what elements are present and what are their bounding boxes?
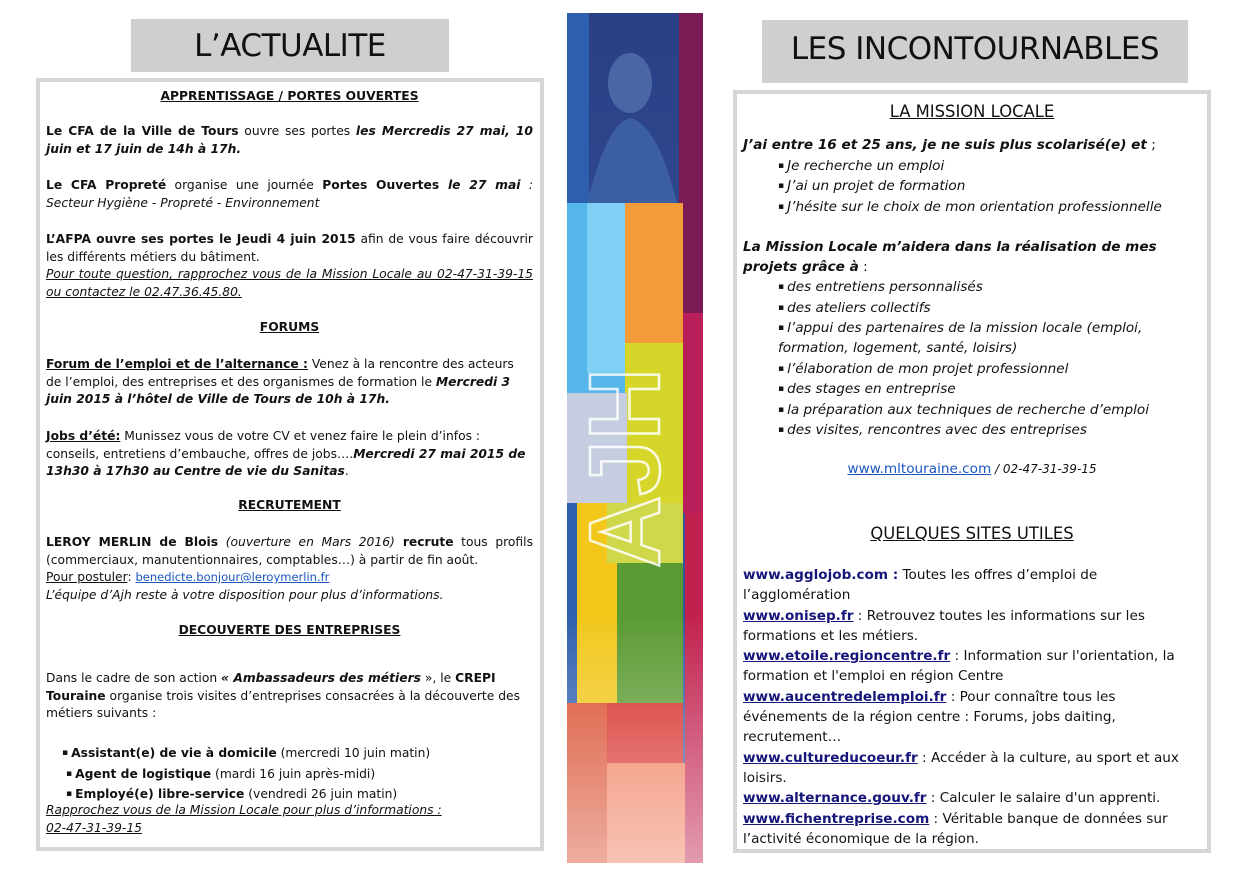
alternance-link[interactable]: www.alternance.gouv.fr [743,790,927,807]
jobs-ete-date: Mercredi 27 mai 2015 de 13h30 à 17h30 au Centre de vie du Sanitas [46,446,526,479]
list-item [778,359,1068,379]
text: : Pour connaître tous les événements de la région centre : Forums, jobs daiting, recrutement… [743,688,1116,746]
mission-contact [740,461,1204,479]
bullet-icon: ▪ [778,181,785,191]
text: : [858,259,868,276]
section-title-decouverte: DECOUVERTE DES ENTREPRISES [178,623,401,637]
section-title-apprentissage: APPRENTISSAGE / PORTES OUVERTES [160,89,419,103]
forum-emploi-paragraph [46,356,533,409]
list-item [778,400,1149,420]
visit-date: (mercredi 10 juin matin) [276,746,431,760]
list-item [743,809,1201,850]
text: Munissez vous de votre CV et venez faire le plein d’infos : conseils, entretiens d’embauche, offres de jobs…. [46,429,481,461]
right-header: LES INCONTOURNABLES [762,20,1188,83]
visit-date: (vendredi 26 juin matin) [244,787,398,801]
list-item-text: des ateliers collectifs [787,300,931,316]
bullet-icon: ▪ [62,748,69,758]
section-title-sites-utiles: QUELQUES SITES UTILES [870,524,1074,543]
cfa-tours-name: Le CFA de la Ville de Tours [46,124,239,138]
jobs-ete-paragraph [46,428,533,481]
text: Toutes les offres d’emploi de l’agglomération [743,567,1098,604]
leroy-merlin-opening: (ouverture en Mars 2016) [218,535,395,549]
cfa-proprete-name: Le CFA Propreté [46,178,167,192]
crepi-touraine: CREPI Touraine [46,671,496,703]
list-item [778,318,1200,359]
bullet-icon: ▪ [778,303,785,313]
text: organise une journée [166,178,323,192]
bullet-icon: ▪ [778,425,785,435]
ajh-logo-text: AJH [569,367,681,568]
leroy-merlin-paragraph [46,534,533,604]
equipe-ajh-note: L’équipe d’Ajh reste à votre disposition pour plus d’informations. [46,587,444,602]
mission-help [743,237,1183,278]
pour-postuler: Pour postuler [46,570,128,585]
list-item-text: J’ai un projet de formation [787,178,966,194]
mltouraine-link[interactable]: www.mltouraine.com [847,461,992,477]
aucentredelemploi-link[interactable]: www.aucentredelemploi.fr [743,688,947,705]
sites-list [743,565,1201,849]
visit-date: (mardi 16 juin après-midi) [211,766,376,781]
list-item [778,176,965,196]
bullet-icon: ▪ [778,202,785,212]
bullet-icon: ▪ [778,364,785,374]
visit-name: Agent de logistique [75,766,212,781]
list-item-text: l’élaboration de mon projet professionnel [787,361,1069,377]
text: : [127,570,136,585]
text: tous profils (commerciaux, manutentionnaires, comptables…) à partir de fin août. [46,535,534,567]
visits-list [62,743,430,805]
forum-emploi-title: Forum de l’emploi et de l’alternance : [46,357,308,371]
text: Venez à la rencontre des acteurs de l’emploi, des entreprises et des organismes de formation le [46,357,514,389]
text: : Information sur l'orientation, la formation et l'emploi en région Centre [743,648,1175,685]
bullet-icon: ▪ [778,384,785,394]
list-item-text: la préparation aux techniques de recherche d’emploi [787,402,1149,418]
bullet-icon: ▪ [778,323,785,333]
section-title-mission-locale: LA MISSION LOCALE [889,102,1055,121]
text: », le [420,671,456,685]
list-item [743,748,1201,789]
visit-name: Employé(e) libre-service [75,787,245,801]
visit-name: Assistant(e) de vie à domicile [71,746,277,760]
list-item [743,646,1201,687]
agglojob-link[interactable]: www.agglojob.com : [743,567,899,583]
text: ; [1146,137,1156,153]
mission-intro-text: J’ai entre 16 et 25 ans, je ne suis plus scolarisé(e) et [743,137,1147,153]
list-item [66,764,430,785]
list-item-text: J’hésite sur le choix de mon orientation professionnelle [787,199,1162,215]
bullet-icon: ▪ [66,789,73,799]
ambassadeurs: « Ambassadeurs des métiers [221,671,421,685]
section-title-forums: FORUMS [259,320,320,334]
cfa-tours-dates: les Mercredis 27 mai, 10 juin et 17 juin de 14h à 17h. [46,124,533,156]
text: : Retrouvez toutes les informations sur les formations et les métiers. [743,607,1145,644]
list-item-text: des visites, rencontres avec des entreprises [787,422,1087,438]
text: : Accéder à la culture, au sport et aux loisirs. [743,749,1179,786]
cfa-proprete-sector: : Secteur Hygiène - Propreté - Environnement [46,178,534,210]
text: organise trois visites d’entreprises consacrées à la découverte des métiers suivants : [46,688,520,721]
etoile-link[interactable]: www.etoile.regioncentre.fr [743,648,951,665]
recrute: recrute [394,535,454,549]
bullet-icon: ▪ [778,161,785,171]
list-item [743,788,1201,808]
afpa-paragraph [46,231,533,301]
bullet-icon: ▪ [66,768,73,779]
list-item-text: des entretiens personnalisés [787,279,983,295]
list-item [778,298,931,318]
onisep-link[interactable]: www.onisep.fr [743,607,854,624]
leroy-merlin-name: LEROY MERLIN de Blois [46,535,219,549]
list-item [778,379,956,399]
mission-help-text: La Mission Locale m’aidera dans la réalisation de mes projets grâce à [743,239,1157,276]
text: Dans le cadre de son action [46,671,222,685]
mission-phone: / 02-47-31-39-15 [991,462,1097,476]
list-item-text: l’appui des partenaires de la mission locale (emploi, formation, logement, santé, loisirs) [778,320,1143,357]
afpa-title: L’AFPA ouvre ses portes le Jeudi 4 juin 2015 [46,232,356,246]
bullet-icon: ▪ [778,282,785,292]
text: afin de vous faire découvrir les différents métiers du bâtiment. [46,232,533,264]
cfa-proprete-paragraph [46,177,533,212]
forum-emploi-date: Mercredi 3 juin 2015 à l’hôtel de Ville de Tours de 10h à 17h. [46,374,511,407]
cfa-tours-paragraph [46,123,533,158]
list-item [743,565,1201,606]
text: : Véritable banque de données sur l’activité économique de la région. [743,810,1168,847]
afpa-contact: Pour toute question, rapprochez vous de la Mission Locale au 02-47-31-39-15 ou contactez le 02.47.36.45.80. [46,267,533,299]
list-item [778,197,1162,217]
left-header: L’ACTUALITE [131,19,449,72]
decouverte-contact-text: Rapprochez vous de la Mission Locale pour plus d’informations : 02-47-31-39-15 [46,803,442,835]
email-link[interactable]: benedicte.bonjour@leroymerlin.fr [135,570,330,585]
list-item [778,420,1087,440]
cfa-proprete-date: le 27 mai [439,178,521,192]
text: : Calculer le salaire d'un apprenti. [926,790,1161,807]
list-item [743,687,1201,748]
decouverte-contact [46,802,446,837]
list-item-text: des stages en entreprise [787,381,956,397]
section-title-recrutement: RECRUTEMENT [238,498,341,512]
list-item [778,277,983,297]
bullet-icon: ▪ [778,405,785,415]
list-item [62,743,430,764]
crepi-paragraph [46,670,533,723]
ajh-color-band [567,13,703,863]
list-item-text: Je recherche un emploi [787,158,945,174]
mission-intro [743,135,1203,155]
text: . [344,464,349,479]
portes-ouvertes: Portes Ouvertes [322,178,440,192]
text: ouvre ses portes [238,124,356,138]
jobs-ete-title: Jobs d’été: [46,429,121,443]
list-item [778,156,944,176]
fichentreprise-link[interactable]: www.fichentreprise.com [743,810,930,827]
list-item [743,606,1201,647]
cultureducoeur-link[interactable]: www.cultureducoeur.fr [743,749,918,766]
